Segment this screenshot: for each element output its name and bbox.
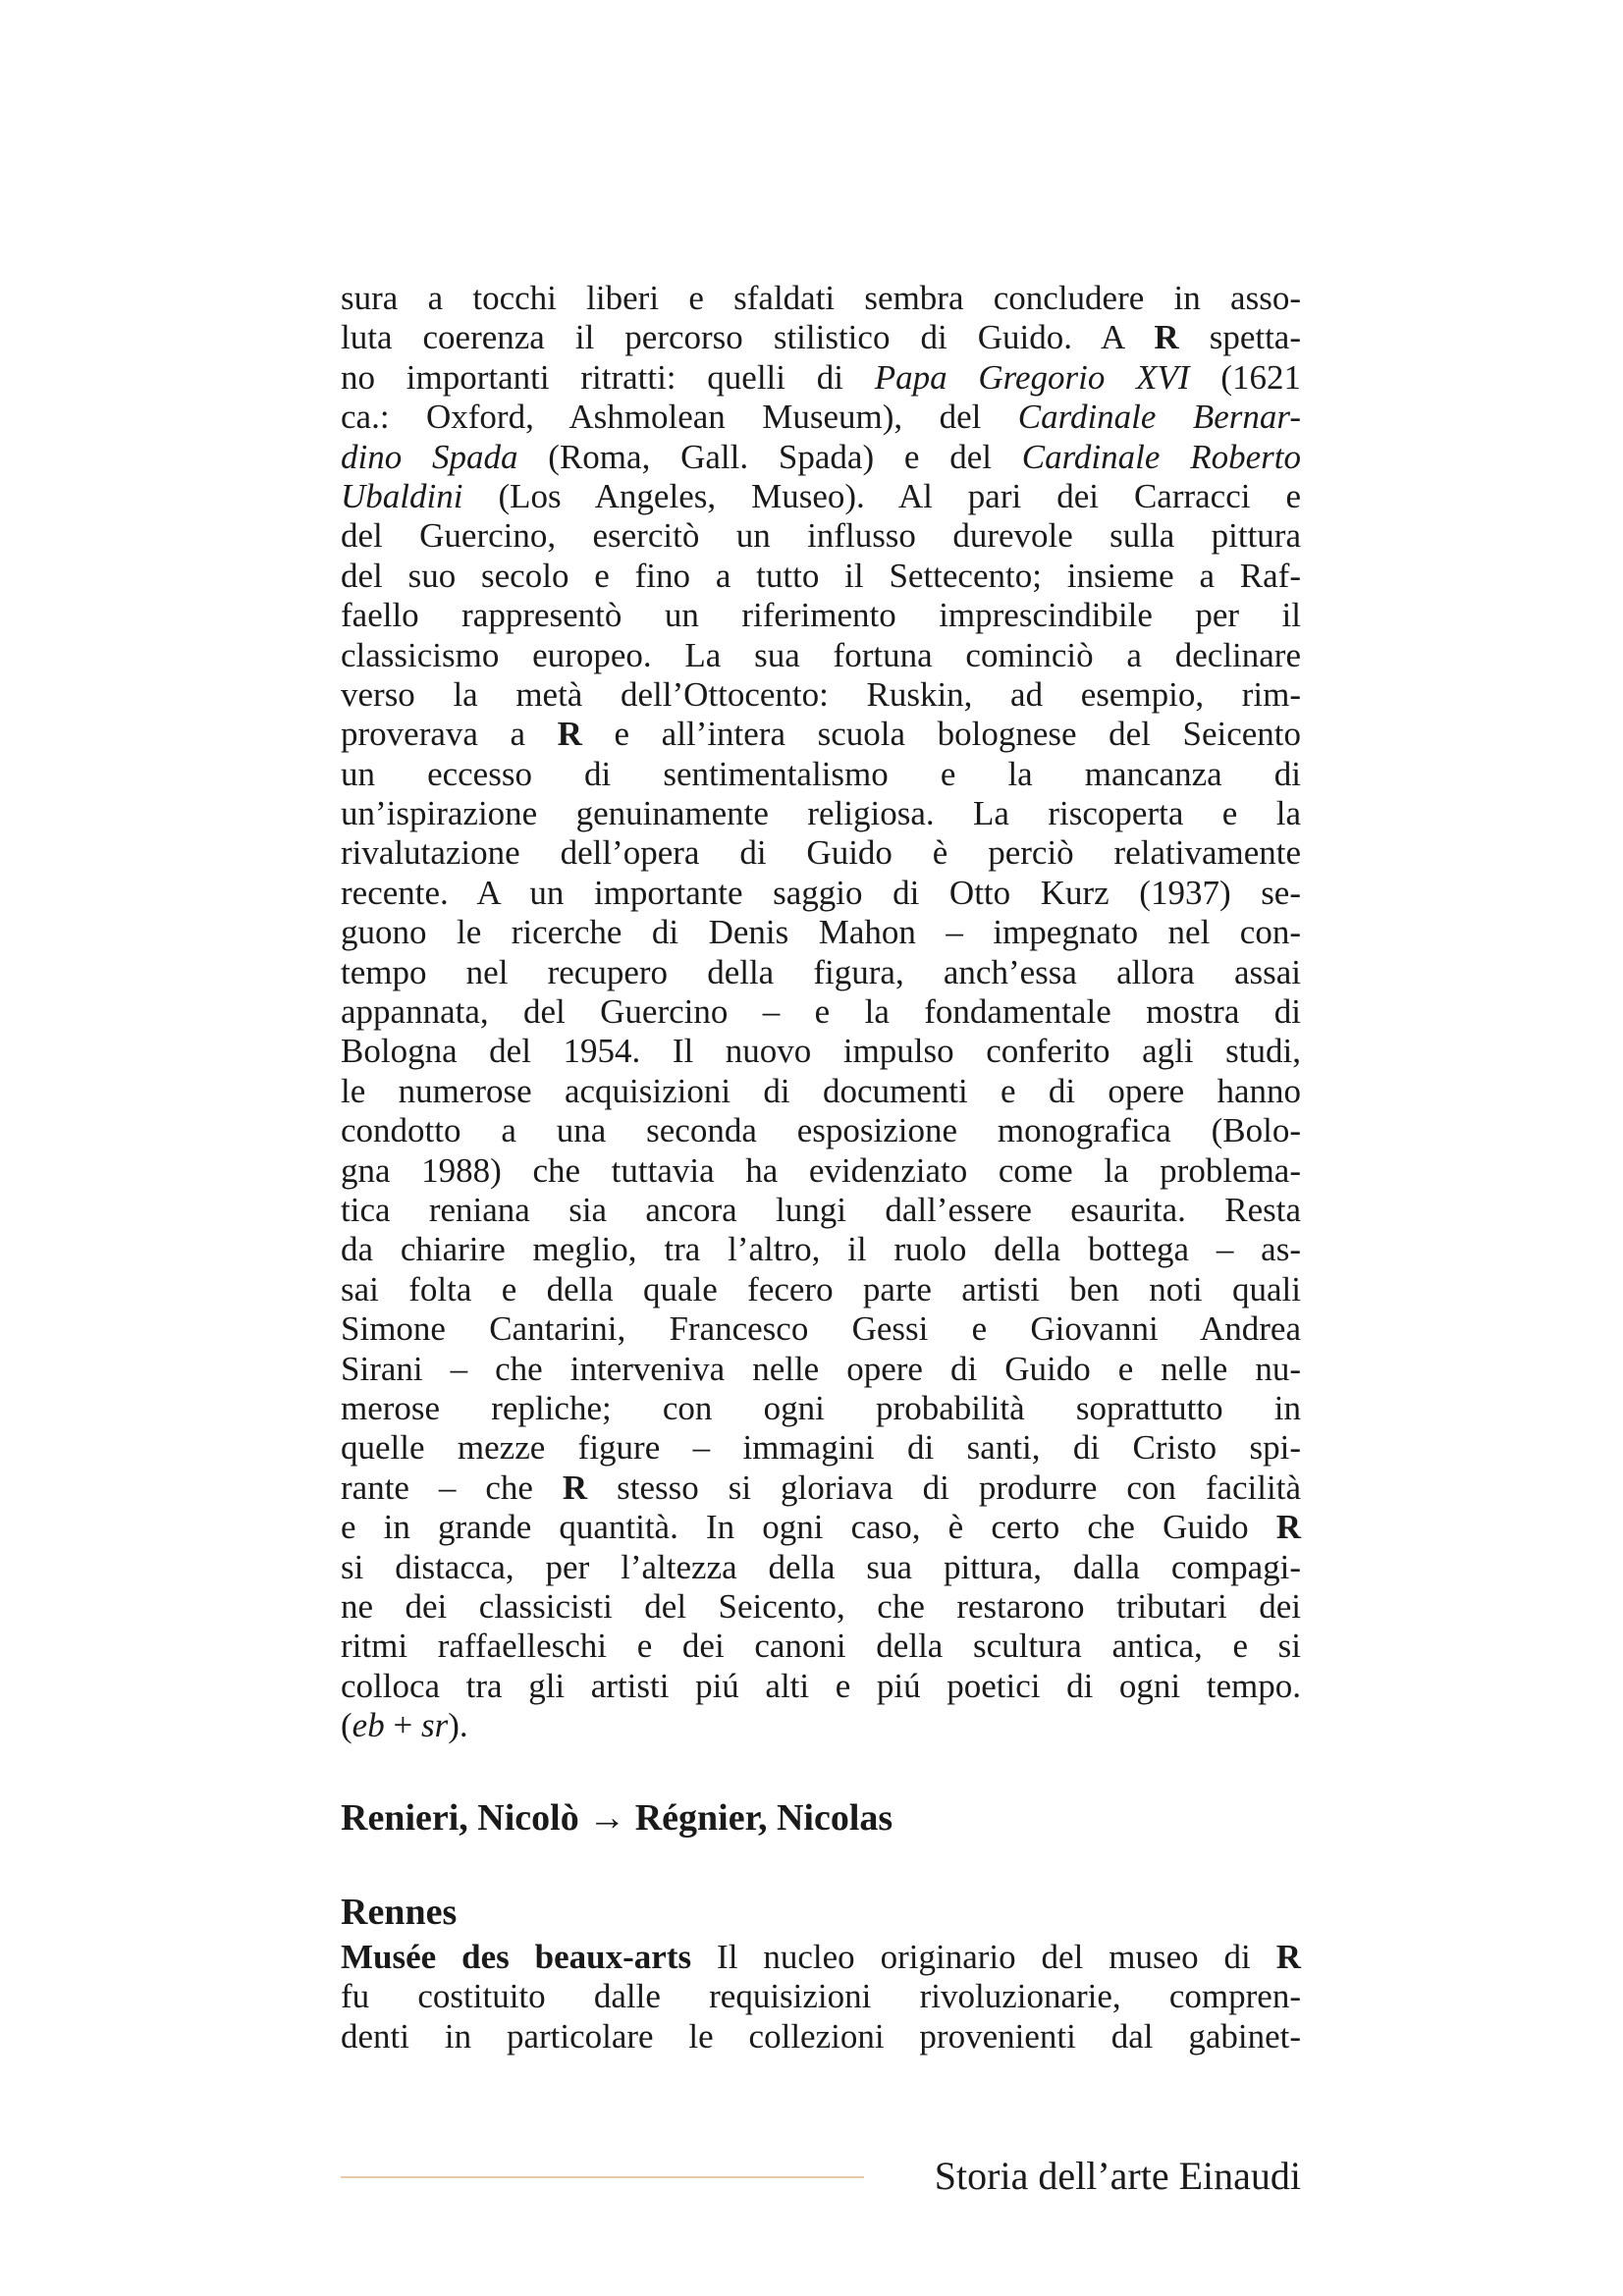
text-segment: Simone Cantarini, Francesco Gessi e Giovanni Andrea <box>341 1309 1301 1349</box>
text-segment: e in grande quantità. In ogni caso, è certo che Guido <box>341 1508 1276 1547</box>
text-segment: appannata, del Guercino – e la fondamentale mostra di <box>341 992 1301 1032</box>
text-segment: e all’intera scuola bolognese del Seicento <box>581 715 1301 754</box>
text-line <box>341 1350 1301 1389</box>
text-segment: dino Spada <box>341 437 518 476</box>
text-segment: condotto a una seconda esposizione monografica (Bolo- <box>341 1111 1301 1150</box>
text-line <box>341 1508 1301 1547</box>
text-segment: R <box>562 1468 588 1507</box>
rennes-body-text <box>341 1938 1301 2056</box>
text-line <box>341 1627 1301 1666</box>
entry-title-rennes: Rennes <box>341 1892 458 1933</box>
text-line <box>341 1230 1301 1269</box>
text-segment: classicismo europeo. La sua fortuna cominciò a declinare <box>341 635 1301 674</box>
text-segment: R <box>1275 1508 1301 1547</box>
text-line <box>341 913 1301 952</box>
text-line <box>341 953 1301 992</box>
text-segment: del suo secolo e fino a tutto il Settecento; insieme a Raf- <box>341 556 1301 595</box>
text-line <box>341 1977 1301 2016</box>
text-line <box>341 1111 1301 1150</box>
text-line <box>341 1468 1301 1508</box>
text-line <box>341 1151 1301 1191</box>
text-segment: guono le ricerche di Denis Mahon – impegnato nel con- <box>341 913 1301 952</box>
text-line <box>341 477 1301 516</box>
text-segment: gna 1988) che tuttavia ha evidenziato come la problema- <box>341 1150 1301 1190</box>
text-segment: ca.: Oxford, Ashmolean Museum), del <box>341 398 1018 437</box>
text-line <box>341 675 1301 715</box>
text-segment: sai folta e della quale fecero parte artisti ben noti quali <box>341 1269 1301 1308</box>
text-line <box>341 874 1301 913</box>
text-segment: sura a tocchi liberi e sfaldati sembra concludere in asso- <box>341 279 1301 317</box>
text-line <box>341 1270 1301 1309</box>
text-segment: Bologna del 1954. Il nuovo impulso conferito agli studi, <box>341 1032 1301 1071</box>
text-line <box>341 992 1301 1032</box>
text-segment: faello rappresentò un riferimento imprescindibile per il <box>341 596 1301 635</box>
text-segment: tempo nel recupero della figura, anch’essa allora assai <box>341 952 1301 991</box>
text-line <box>341 438 1301 477</box>
text-line <box>341 755 1301 794</box>
text-segment: (1621 <box>1189 357 1301 397</box>
text-line <box>341 1072 1301 1111</box>
text-segment: un’ispirazione genuinamente religiosa. La riscoperta e la <box>341 794 1301 833</box>
text-segment: colloca tra gli artisti piú alti e piú poetici di ogni tempo. <box>341 1666 1301 1705</box>
text-segment: quelle mezze figure – immagini di santi, di Cristo spi- <box>341 1428 1301 1468</box>
text-segment: verso la metà dell’Ottocento: Ruskin, ad esempio, rim- <box>341 674 1301 714</box>
text-line <box>341 1667 1301 1706</box>
text-line <box>341 1706 1301 1745</box>
text-segment: Il nucleo originario del museo di <box>691 1938 1276 1976</box>
text-segment: Ubaldini <box>341 476 463 515</box>
text-segment: tica reniana sia ancora lungi dall’essere esaurita. Resta <box>341 1190 1301 1229</box>
text-segment: ne dei classicisti del Seicento, che restarono tributari dei <box>341 1586 1301 1626</box>
text-segment: Cardinale Roberto <box>1021 437 1301 476</box>
text-line <box>341 358 1301 398</box>
footer-publisher: Storia dell’arte Einaudi <box>934 2154 1301 2198</box>
text-line <box>341 794 1301 833</box>
text-segment: merose repliche; con ogni probabilità soprattutto in <box>341 1388 1301 1427</box>
text-segment: + <box>384 1706 421 1745</box>
text-line <box>341 636 1301 675</box>
text-line <box>341 2017 1301 2056</box>
text-segment: da chiarire meglio, tra l’altro, il ruolo della bottega – as- <box>341 1230 1301 1269</box>
text-segment: denti in particolare le collezioni provenienti dal gabinet- <box>341 2016 1301 2056</box>
text-line <box>341 1587 1301 1627</box>
text-segment: R <box>557 715 582 754</box>
text-line <box>341 1032 1301 1071</box>
text-line <box>341 516 1301 556</box>
text-segment: recente. A un importante saggio di Otto Kurz (1937) se- <box>341 873 1301 912</box>
text-line <box>341 1309 1301 1349</box>
text-segment: luta coerenza il percorso stilistico di Guido. A <box>341 318 1155 357</box>
text-line <box>341 1191 1301 1230</box>
text-segment: le numerose acquisizioni di documenti e di opere hanno <box>341 1071 1301 1110</box>
text-segment: no importanti ritratti: quelli di <box>341 357 875 397</box>
text-segment: R <box>1275 1938 1301 1976</box>
text-line <box>341 1938 1301 1977</box>
text-segment: sr <box>420 1706 449 1745</box>
text-line <box>341 833 1301 873</box>
text-line <box>341 715 1301 754</box>
text-segment: (Los Angeles, Museo). Al pari dei Carracci e <box>462 476 1301 515</box>
text-segment: un eccesso di sentimentalismo e la mancanza di <box>341 754 1301 793</box>
text-segment: rivalutazione dell’opera di Guido è perciò relativamente <box>341 833 1301 873</box>
main-text-column <box>341 279 1301 1745</box>
text-segment: stesso si gloriava di produrre con facilità <box>587 1468 1301 1507</box>
text-segment: spetta- <box>1178 318 1301 357</box>
text-segment: fu costituito dalle requisizioni rivoluzionarie, compren- <box>341 1977 1301 2016</box>
text-segment: Papa Gregorio XVI <box>874 357 1190 397</box>
text-segment: R <box>1154 318 1179 357</box>
text-segment: Musée des beaux-arts <box>341 1938 692 1976</box>
text-line <box>341 557 1301 596</box>
text-line <box>341 318 1301 357</box>
text-line <box>341 596 1301 635</box>
text-segment: rante – che <box>341 1468 563 1507</box>
text-segment: del Guercino, esercitò un influsso durevole sulla pittura <box>341 516 1301 556</box>
text-line <box>341 398 1301 437</box>
entry-title-renieri: Renieri, Nicolò → Régnier, Nicolas <box>341 1797 893 1839</box>
text-segment: ( <box>341 1706 352 1745</box>
text-line <box>341 1389 1301 1428</box>
text-segment: (Roma, Gall. Spada) e del <box>517 437 1022 476</box>
text-segment: proverava a <box>341 715 558 754</box>
text-segment: Cardinale Bernar- <box>1017 398 1301 437</box>
text-line <box>341 1428 1301 1468</box>
text-segment: si distacca, per l’altezza della sua pittura, dalla compagi- <box>341 1547 1301 1586</box>
text-line <box>341 279 1301 318</box>
text-line <box>341 1548 1301 1587</box>
text-segment: ). <box>448 1706 468 1745</box>
text-segment: eb <box>352 1706 385 1745</box>
text-segment: ritmi raffaelleschi e dei canoni della scultura antica, e si <box>341 1627 1301 1666</box>
footer-rule <box>341 2176 864 2178</box>
text-segment: Sirani – che interveniva nelle opere di Guido e nelle nu- <box>341 1349 1301 1388</box>
